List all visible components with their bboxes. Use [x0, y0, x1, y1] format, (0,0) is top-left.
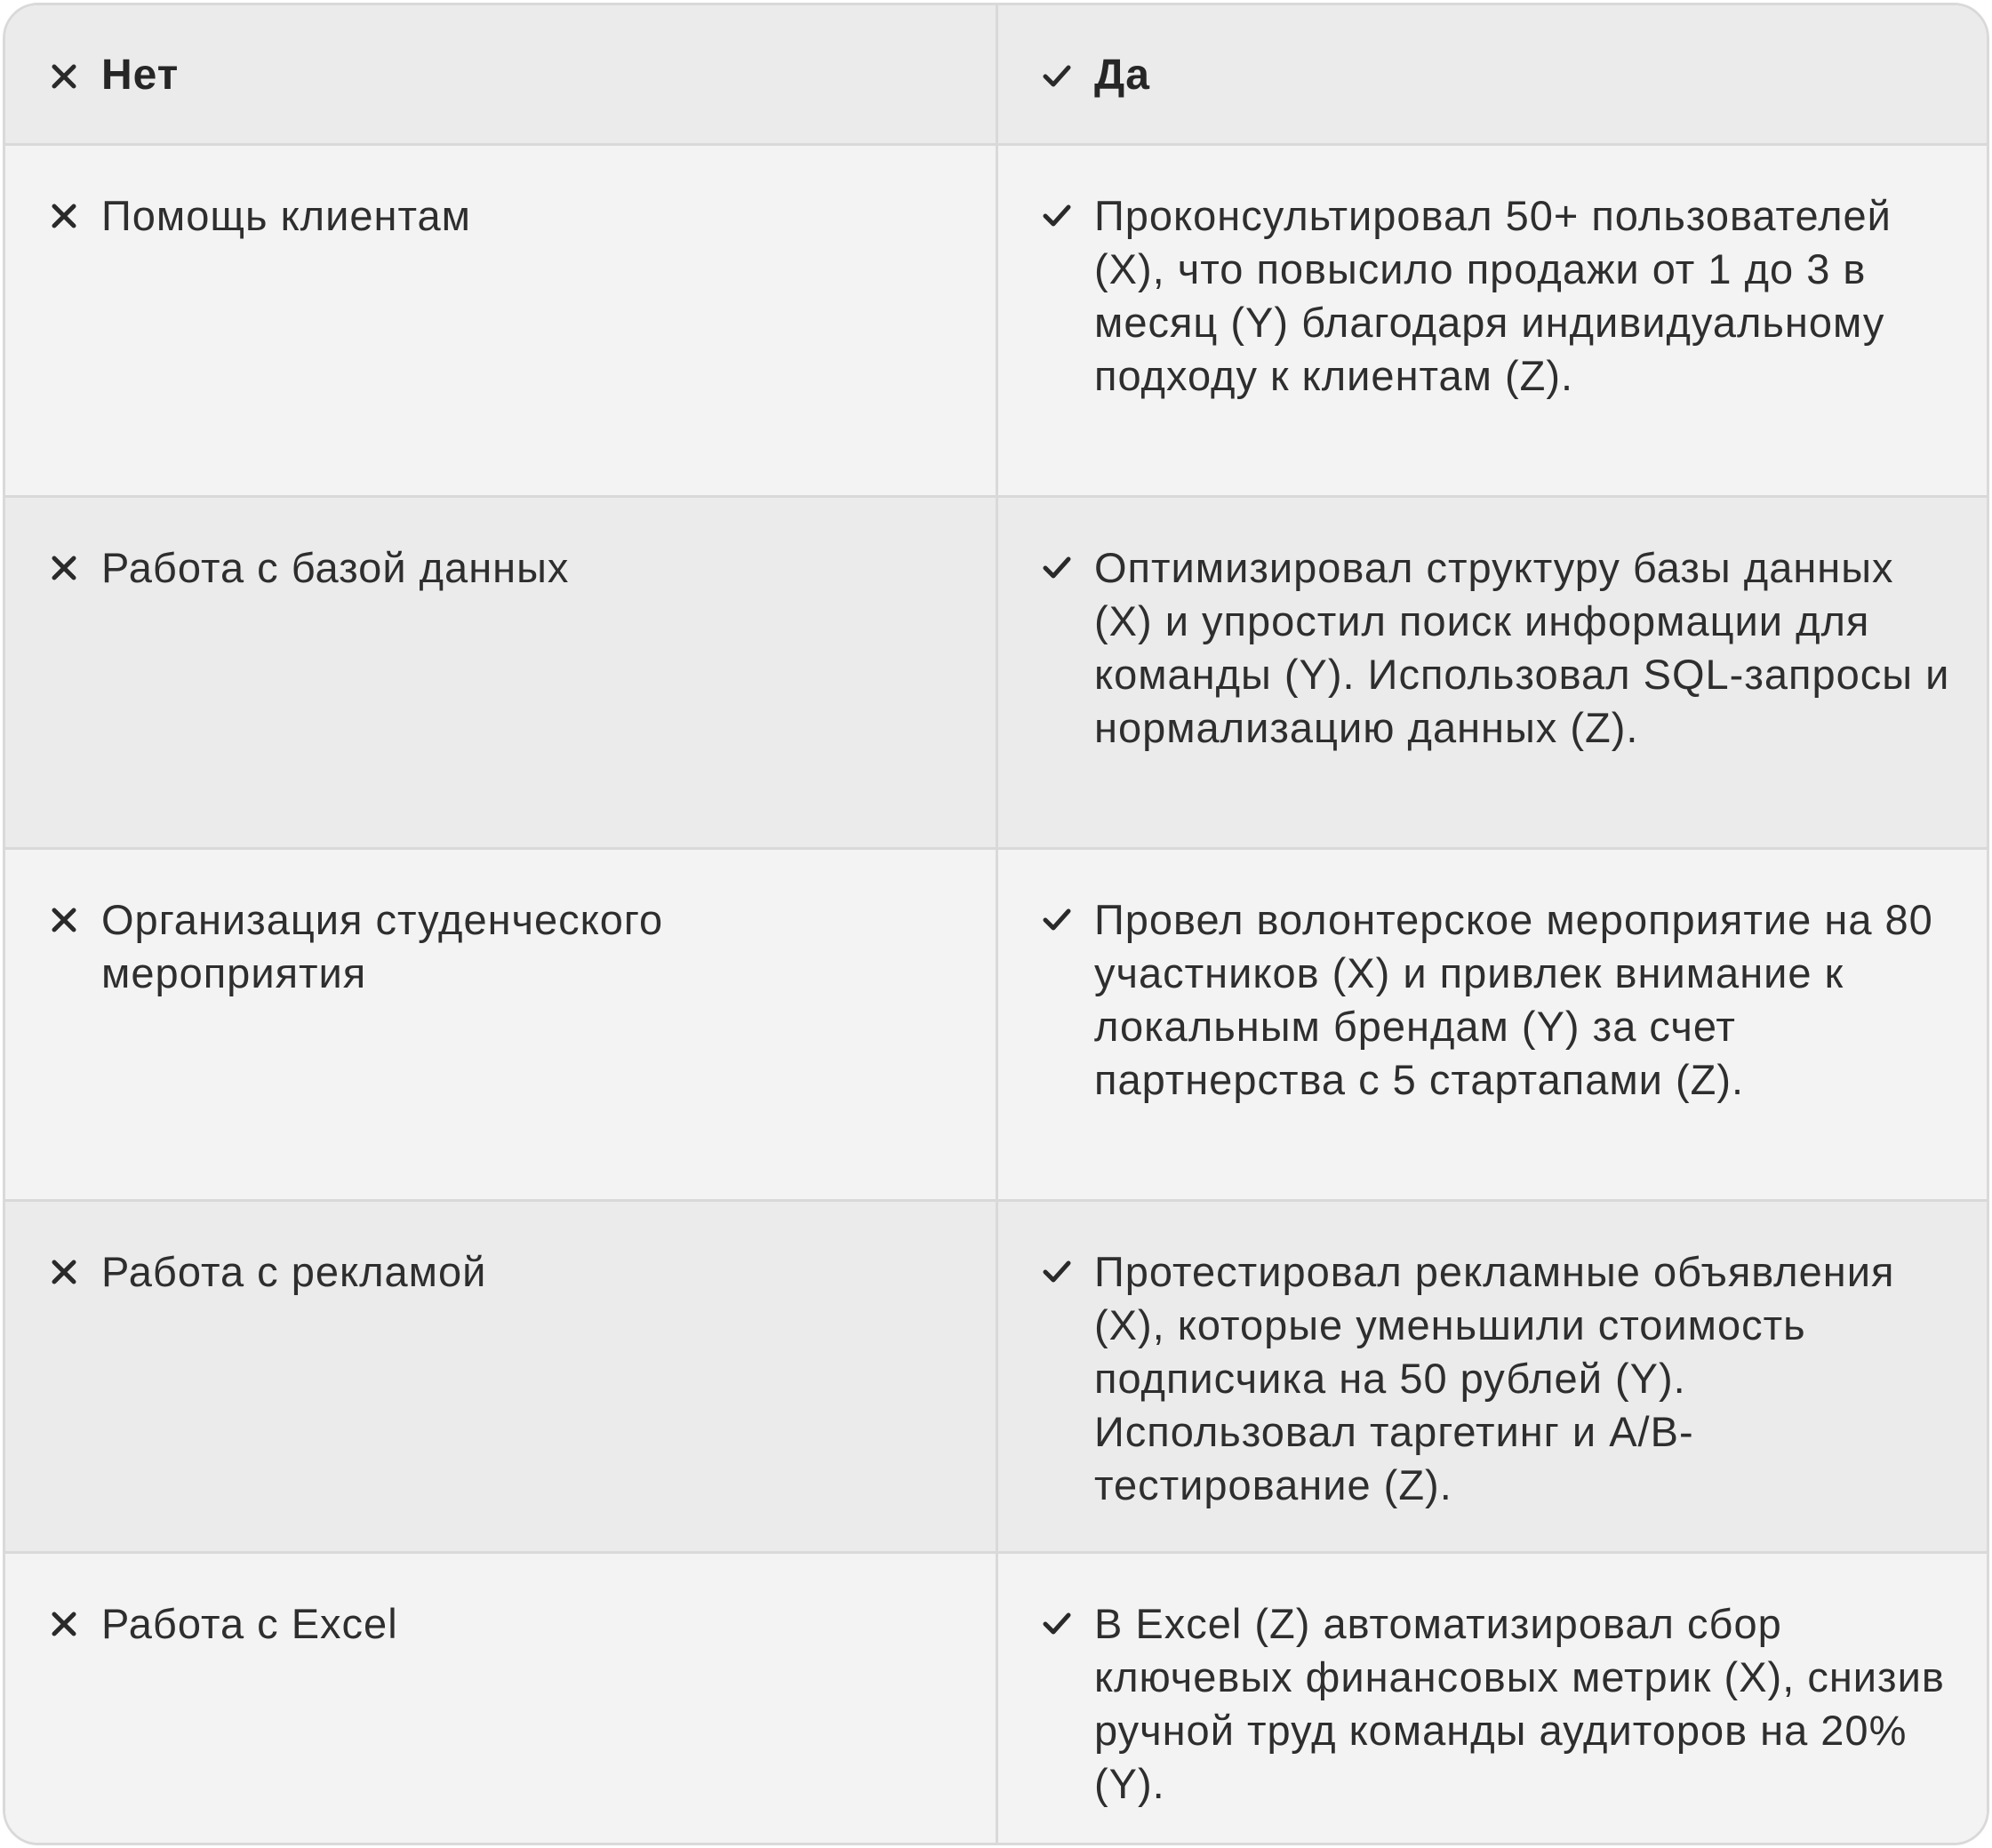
header-yes-label: Да	[1094, 52, 1150, 99]
header-no-label: Нет	[101, 52, 180, 99]
check-icon	[1040, 60, 1074, 93]
row-5-yes-text: В Excel (Z) автоматизировал сбор ключевых финансовых метрик (X), снизив ручной труд команды аудиторов на 20% (Y).	[1094, 1600, 1945, 1807]
row-1-yes-text: Проконсультировал 50+ пользователей (X), что повысило продажи от 1 до 3 в месяц (Y) благодаря индивидуальному подходу к клиентам (Z).	[1094, 192, 1892, 399]
row-2-yes-cell	[998, 498, 1987, 850]
header-no-cell	[5, 5, 998, 146]
row-4-no-cell	[5, 1202, 998, 1554]
row-1-yes-cell	[998, 146, 1987, 498]
row-2-yes-text: Оптимизировал структуру базы данных (X) и упростил поиск информации для команды (Y). Использовал SQL-запросы и нормализацию данных (Z).	[1094, 544, 1950, 751]
check-icon	[1040, 199, 1074, 233]
check-icon	[1040, 1607, 1074, 1641]
row-2-no-text: Работа с базой данных	[101, 544, 570, 591]
row-5-no-cell	[5, 1554, 998, 1843]
check-icon	[1040, 551, 1074, 585]
row-3-no-cell	[5, 850, 998, 1202]
row-5-no-text: Работа с Excel	[101, 1600, 398, 1647]
row-5-yes-cell	[998, 1554, 1987, 1843]
row-1-no-text: Помощь клиентам	[101, 192, 471, 239]
row-3-yes-text: Провел волонтерское мероприятие на 80 участников (X) и привлек внимание к локальным брендам (Y) за счет партнерства с 5 стартапами (Z).	[1094, 896, 1933, 1103]
cross-icon	[47, 60, 81, 93]
row-2-no-cell	[5, 498, 998, 850]
header-yes-cell	[998, 5, 1987, 146]
comparison-table	[3, 3, 1989, 1845]
row-4-yes-text: Протестировал рекламные объявления (X), которые уменьшили стоимость подписчика на 50 рублей (Y). Использовал таргетинг и A/B-тестирование (Z).	[1094, 1248, 1895, 1508]
row-4-yes-cell	[998, 1202, 1987, 1554]
row-1-no-cell	[5, 146, 998, 498]
cross-icon	[47, 1255, 81, 1289]
check-icon	[1040, 903, 1074, 937]
cross-icon	[47, 199, 81, 233]
row-3-no-text: Организация студенческого мероприятия	[101, 896, 664, 996]
row-3-yes-cell	[998, 850, 1987, 1202]
check-icon	[1040, 1255, 1074, 1289]
cross-icon	[47, 903, 81, 937]
cross-icon	[47, 551, 81, 585]
row-4-no-text: Работа с рекламой	[101, 1248, 487, 1295]
cross-icon	[47, 1607, 81, 1641]
